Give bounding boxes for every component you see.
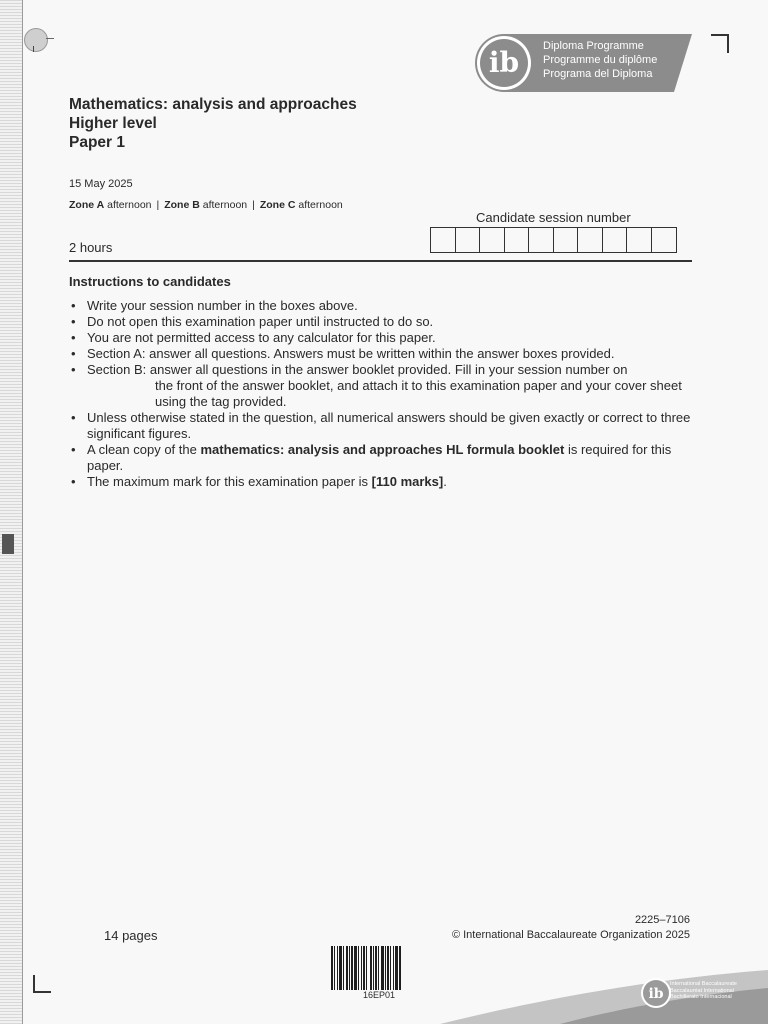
zone-separator: |	[252, 199, 255, 211]
zone-a-name: Zone A	[69, 199, 105, 211]
barcode-bar	[351, 946, 353, 990]
instructions-list	[69, 298, 699, 490]
instruction-text: Section B: answer all questions in the answer booklet provided. Fill in your session number on	[87, 362, 628, 377]
side-mark	[2, 534, 14, 554]
session-number-box[interactable]	[627, 228, 652, 252]
barcode-bar	[339, 946, 342, 990]
punch-dash	[46, 38, 54, 39]
session-number-box[interactable]	[505, 228, 530, 252]
session-number-box[interactable]	[652, 228, 677, 252]
logo-line-3: Programa del Diploma	[543, 68, 653, 80]
zone-b-name: Zone B	[164, 199, 200, 211]
barcode-bar	[337, 946, 338, 990]
barcode-bar	[387, 946, 389, 990]
crop-mark-bottom-left	[33, 975, 51, 993]
barcode-bar	[399, 946, 401, 990]
instruction-item	[69, 346, 699, 362]
header-rule	[69, 260, 692, 262]
session-number-box[interactable]	[431, 228, 456, 252]
instruction-item	[69, 298, 699, 314]
instruction-text: You are not permitted access to any calculator for this paper.	[87, 330, 436, 345]
barcode-bar	[385, 946, 386, 990]
session-number-box[interactable]	[529, 228, 554, 252]
instruction-text-after: .	[443, 474, 447, 489]
crop-mark-top-right	[711, 34, 729, 53]
instruction-item	[69, 330, 699, 346]
instruction-item	[69, 474, 699, 490]
barcode-bar	[358, 946, 359, 990]
barcode-bar	[393, 946, 394, 990]
exam-title	[69, 95, 357, 152]
duration: 2 hours	[69, 240, 113, 255]
instruction-text: Do not open this examination paper until instructed to do so.	[87, 314, 434, 329]
barcode	[331, 946, 427, 990]
barcode-bar	[331, 946, 333, 990]
barcode-bar	[366, 946, 367, 990]
barcode-bar	[395, 946, 398, 990]
org-line-2: Baccalauréat International	[670, 987, 734, 994]
org-line-1: International Baccalaureate	[670, 981, 737, 987]
zone-separator: |	[156, 199, 160, 211]
barcode-bar	[363, 946, 365, 990]
barcode-bar	[381, 946, 384, 990]
footer-ib-letters: ib	[648, 986, 664, 1002]
barcode-bar	[378, 946, 379, 990]
candidate-session-label: Candidate session number	[476, 210, 631, 225]
exam-date: 15 May 2025	[69, 178, 133, 190]
barcode-bar	[354, 946, 357, 990]
org-line-3: Bachillerato Internacional	[670, 994, 732, 1000]
exam-page	[23, 0, 768, 1024]
barcode-bar	[343, 946, 344, 990]
logo-line-1: Diploma Programme	[543, 40, 644, 52]
ib-logo-letters: ib	[488, 46, 520, 79]
page-count: 14 pages	[104, 928, 158, 943]
instructions-heading: Instructions to candidates	[69, 274, 231, 289]
copyright: © International Baccalaureate Organization 2025	[451, 929, 690, 941]
session-number-box[interactable]	[578, 228, 603, 252]
subject-title: Mathematics: analysis and approaches	[69, 96, 357, 113]
zone-c-name: Zone C	[259, 199, 296, 211]
session-number-box[interactable]	[480, 228, 505, 252]
candidate-session-boxes[interactable]	[430, 227, 677, 253]
instruction-text-after: is required for this paper.	[87, 442, 672, 473]
barcode-bar	[334, 946, 335, 990]
instruction-item	[69, 442, 699, 474]
instruction-item	[69, 410, 699, 442]
session-number-box[interactable]	[456, 228, 481, 252]
paper-code: 2225–7106	[634, 914, 690, 926]
scan-edge	[0, 0, 22, 1024]
instruction-item	[69, 314, 699, 330]
max-marks: [110 marks]	[371, 474, 444, 489]
logo-text	[543, 39, 657, 81]
barcode-bar	[370, 946, 372, 990]
barcode-label: 16EP01	[362, 990, 396, 1000]
zone-a-time: afternoon	[107, 199, 152, 211]
instruction-text: Section A: answer all questions. Answers must be written within the answer boxes provided.	[87, 346, 615, 361]
punch-tick	[33, 46, 34, 52]
instruction-text-before: The maximum mark for this examination paper is	[87, 474, 372, 489]
instruction-text: Write your session number in the boxes above.	[87, 298, 358, 313]
instruction-item	[69, 362, 699, 410]
barcode-bar	[375, 946, 377, 990]
formula-booklet-name: mathematics: analysis and approaches HL formula booklet	[200, 442, 565, 457]
zone-c-time: afternoon	[298, 199, 343, 211]
level-title: Higher level	[69, 115, 157, 132]
barcode-bar	[373, 946, 374, 990]
barcode-bar	[349, 946, 350, 990]
session-number-box[interactable]	[603, 228, 628, 252]
paper-title: Paper 1	[69, 134, 126, 151]
footer-org-names	[670, 981, 737, 1001]
session-number-box[interactable]	[554, 228, 579, 252]
punch-hole	[24, 28, 48, 52]
instruction-continuation: the front of the answer booklet, and attach it to this examination paper and your cover sheet using the tag provided.	[155, 378, 682, 409]
instruction-text: Unless otherwise stated in the question, all numerical answers should be given exactly or correct to three significant figures.	[87, 410, 691, 441]
barcode-bar	[346, 946, 348, 990]
zone-b-time: afternoon	[202, 199, 248, 211]
barcode-bar	[390, 946, 391, 990]
barcode-bar	[361, 946, 362, 990]
zones	[69, 199, 343, 211]
logo-line-2: Programme du diplôme	[543, 54, 658, 66]
instruction-text-before: A clean copy of the	[87, 442, 201, 457]
